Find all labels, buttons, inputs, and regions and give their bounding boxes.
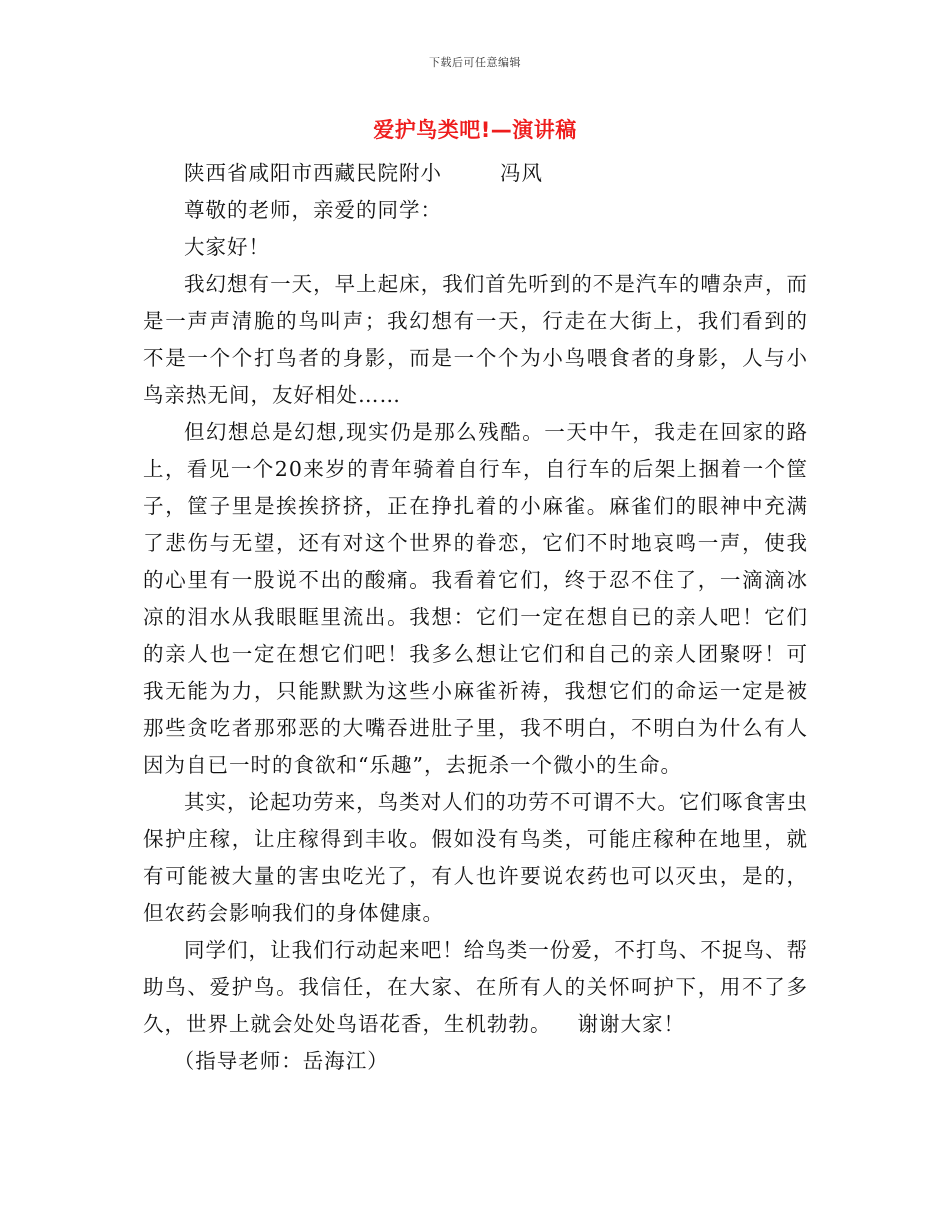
paragraph-3: 其实，论起功劳来，鸟类对人们的功劳不可谓不大。它们啄食害虫保护庄稼，让庄稼得到丰收。假如没有鸟类，可能庄稼种在地里，就有可能被大量的害虫吃光了，有人也许要说农药也可以灭虫，是的，但农药会影响我们的身体健康。	[143, 790, 808, 925]
author-school: 陕西省咸阳市西藏民院附小	[184, 161, 442, 185]
thanks-text: 谢谢大家！	[577, 1012, 685, 1036]
author-name: 冯风	[500, 161, 543, 185]
page-header-note: 下载后可任意编辑	[429, 56, 521, 69]
paragraph-2: 但幻想总是幻想,现实仍是那么残酷。一天中午，我走在回家的路上，看见一个20来岁的青年骑着自行车，自行车的后架上捆着一个筐子，筐子里是挨挨挤挤，正在挣扎着的小麻雀。麻雀们的眼神中充满了悲伤与无望，还有对这个世界的眷恋，它们不时地哀鸣一声，使我的心里有一股说不出的酸痛。我看着它们，终于忍不住了，一滴滴冰凉的泪水从我眼眶里流出。我想：它们一定在想自已的亲人吧！它们的亲人也一定在想它们吧！我多么想让它们和自己的亲人团聚呀！可我无能为力，只能默默为这些小麻雀祈祷，我想它们的命运一定是被那些贪吃者那邪恶的大嘴吞进肚子里，我不明白，不明白为什么有人因为自已一时的食欲和“乐趣”，去扼杀一个微小的生命。	[143, 420, 808, 777]
salutation: 尊敬的老师，亲爱的同学：	[184, 198, 442, 222]
document-body	[143, 155, 808, 1080]
author-line	[143, 155, 808, 192]
paragraph-4	[143, 932, 808, 1043]
paragraph-1: 我幻想有一天，早上起床，我们首先听到的不是汽车的嘈杂声，而是一声声清脆的鸟叫声；我幻想有一天，行走在大街上，我们看到的不是一个个打鸟者的身影，而是一个个为小鸟喂食者的身影，人与小鸟亲热无间，友好相处……	[143, 272, 808, 407]
greeting: 大家好！	[184, 235, 270, 259]
paragraph-4-text: 同学们，让我们行动起来吧！给鸟类一份爱，不打鸟、不捉鸟、帮助鸟、爱护鸟。我信任，在大家、在所有人的关怀呵护下，用不了多久，世界上就会处处鸟语花香，生机勃勃。	[143, 938, 808, 1036]
mentor-line: （指导老师：岳海江）	[173, 1049, 389, 1073]
document-title: 爱护鸟类吧!—演讲稿	[373, 118, 577, 142]
